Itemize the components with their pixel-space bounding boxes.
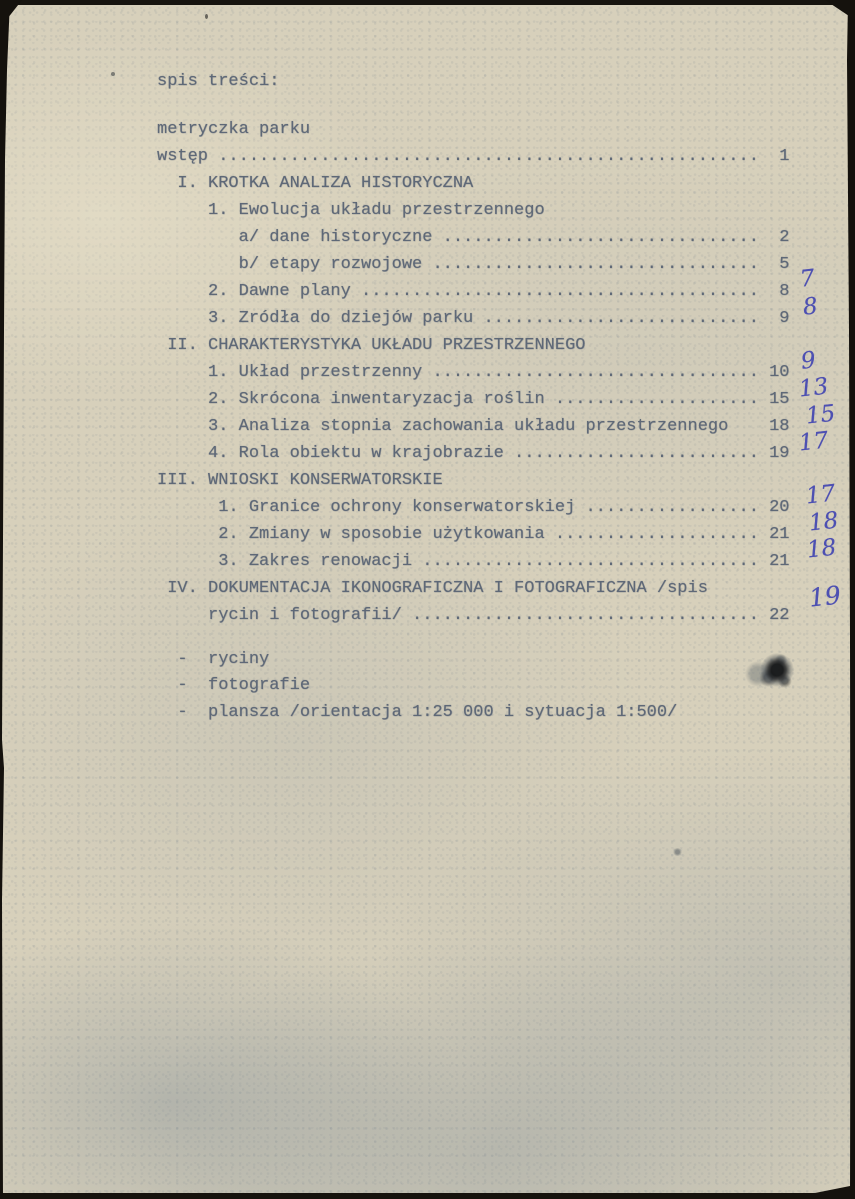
scan-corner-top-left — [0, 0, 22, 28]
toc-item-uklad-przestrzenny: 1. Układ przestrzenny ................................ 10 — [157, 363, 790, 382]
toc-item-zrodla-do-dziejow: 3. Zródła do dziejów parku ........................... 9 — [157, 309, 790, 328]
toc-item-etapy-rozwojowe: b/ etapy rozwojowe ................................ 5 — [157, 255, 790, 274]
toc-item-zakres-renowacji: 3. Zakres renowacji ................................. 21 — [157, 552, 790, 571]
scan-edge-right — [847, 0, 855, 1199]
toc-section-ii-heading: II. CHARAKTERYSTYKA UKŁADU PRZESTRZENNEGO — [157, 336, 586, 355]
handwritten-correction-18a: 18 — [807, 507, 840, 537]
scan-corner-top-right — [825, 0, 855, 20]
toc-section-iii-heading: III. WNIOSKI KONSERWATORSKIE — [157, 471, 443, 490]
toc-item-dane-historyczne: a/ dane historyczne ............................... 2 — [157, 228, 790, 247]
toc-item-ewolucja-ukladu: 1. Ewolucja układu przestrzennego — [157, 201, 545, 220]
handwritten-correction-19: 19 — [807, 580, 843, 613]
toc-item-zmiany-w-sposobie: 2. Zmiany w sposobie użytkowania .................... 21 — [157, 525, 790, 544]
toc-section-iv-heading: IV. DOKUMENTACJA IKONOGRAFICZNA I FOTOGRAFICZNA /spis — [157, 579, 708, 598]
toc-item-dawne-plany: 2. Dawne plany ....................................... 8 — [157, 282, 790, 301]
handwritten-correction-18b: 18 — [805, 534, 838, 564]
scan-edge-left — [0, 0, 10, 1199]
toc-section-i-heading: I. KROTKA ANALIZA HISTORYCZNA — [157, 174, 474, 193]
handwritten-correction-13: 13 — [797, 373, 830, 403]
scan-edge-top — [0, 0, 855, 5]
handwritten-correction-9: 9 — [799, 347, 817, 375]
scan-edge-bottom — [0, 1193, 855, 1199]
toc-dash-fotografie: - fotografie — [157, 676, 311, 695]
scan-corner-bottom-right — [785, 1185, 855, 1199]
ink-blot — [740, 648, 804, 698]
toc-item-analiza-stopnia: 3. Analiza stopnia zachowania układu przestrzennego 18 — [157, 417, 790, 436]
toc-dash-ryciny: - ryciny — [157, 650, 270, 669]
paper-speck — [111, 72, 115, 76]
handwritten-correction-15: 15 — [804, 400, 837, 430]
toc-title: spis treści: — [157, 72, 280, 91]
handwritten-correction-17b: 17 — [804, 480, 837, 510]
handwritten-correction-7: 7 — [798, 265, 816, 293]
handwritten-correction-17a: 17 — [797, 427, 830, 457]
toc-line-wstep: wstęp ..................................................... 1 — [157, 147, 790, 166]
toc-dash-plansza: - plansza /orientacja 1:25 000 i sytuacja 1:500/ — [157, 703, 678, 722]
toc-item-skrocona-inwentaryzacja: 2. Skrócona inwentaryzacja roślin .................... 15 — [157, 390, 790, 409]
toc-line-metryczka-parku: metryczka parku — [157, 120, 311, 139]
handwritten-correction-8: 8 — [801, 293, 819, 321]
paper-speck — [205, 14, 208, 19]
paper-smudge — [673, 848, 682, 856]
toc-item-rycin-i-fotografii: rycin i fotografii/ .................................. 22 — [157, 606, 790, 625]
toc-item-rola-obiektu: 4. Rola obiektu w krajobrazie ........................ 19 — [157, 444, 790, 463]
toc-item-granice-ochrony: 1. Granice ochrony konserwatorskiej ................. 20 — [157, 498, 790, 517]
